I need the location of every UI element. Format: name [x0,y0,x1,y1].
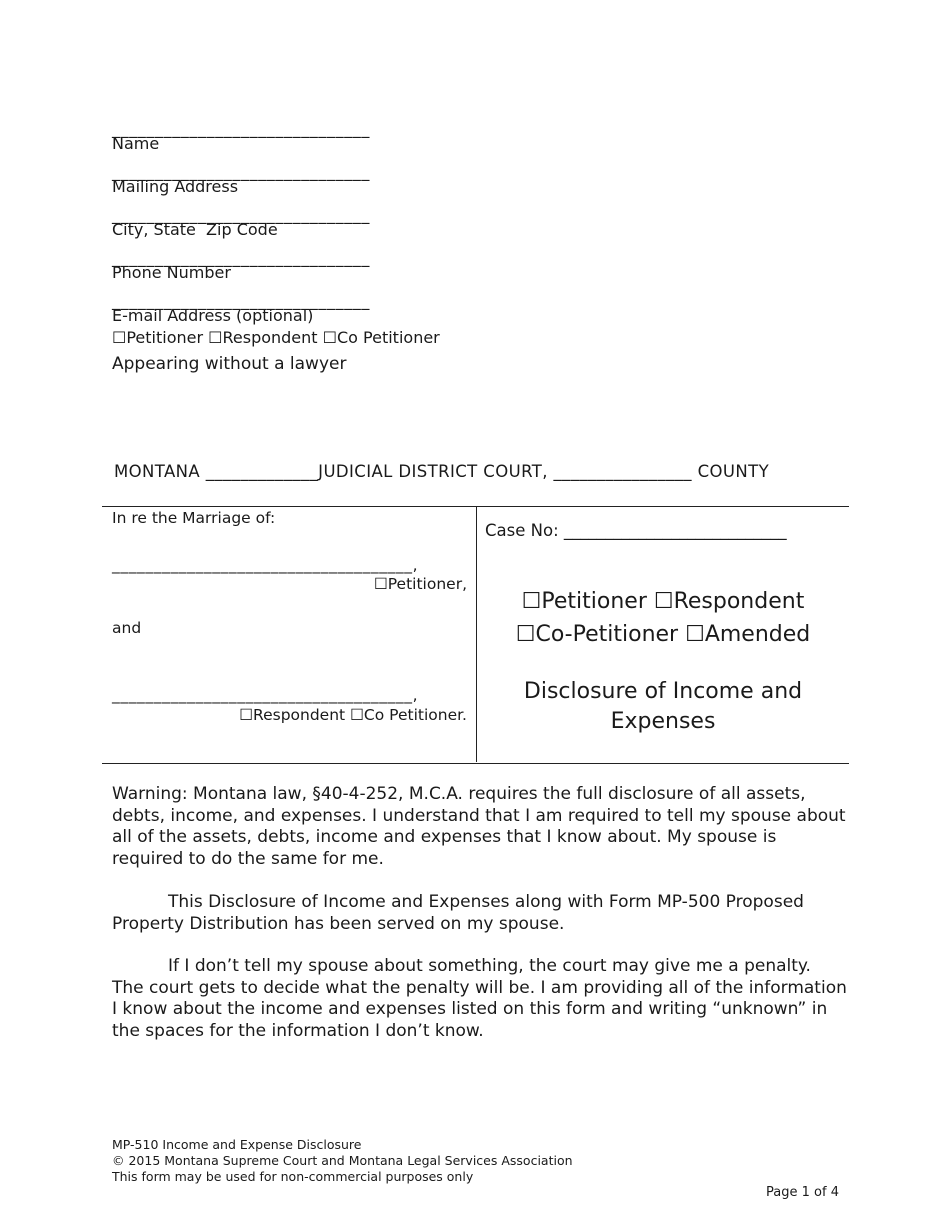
page-number: Page 1 of 4 [766,1185,839,1200]
email-label: E-mail Address (optional) [112,306,314,325]
warning-paragraph: Warning: Montana law, §40-4-252, M.C.A. requires the full disclosure of all assets, debts, income, and expenses. I understand that I am required to tell my spouse about all of the assets, debts, income and expenses that I know about. My spouse is required to do the same for me. [112,784,846,869]
appearing-without-lawyer: Appearing without a lawyer [112,354,347,374]
court-heading: MONTANA _____________JUDICIAL DISTRICT COURT, ________________ COUNTY [114,462,770,481]
party1-name-blank[interactable]: ____________________________________, [112,556,419,574]
filer-roles-line2[interactable]: ☐Co-Petitioner ☐Amended [515,622,811,647]
name-blank[interactable]: ______________________________ [112,119,370,138]
footer-usage: This form may be used for non-commercial purposes only [112,1169,474,1184]
filer-roles-line1[interactable]: ☐Petitioner ☐Respondent [521,589,805,614]
email-blank[interactable]: ______________________________ [112,291,370,310]
phone-blank[interactable]: ______________________________ [112,248,370,267]
penalty-paragraph: If I don’t tell my spouse about something, the court may give me a penalty. The court gets to decide what the penalty will be. I am providing all of the information I know about the income and expenses listed on this form and writing “unknown” in the spaces for the information I don’t know. [112,956,847,1041]
phone-label: Phone Number [112,263,231,282]
and-label: and [112,619,142,637]
in-re-marriage-label: In re the Marriage of: [112,509,276,527]
city-state-zip-label: City, State Zip Code [112,220,278,239]
mailing-address-blank[interactable]: ______________________________ [112,162,370,181]
party2-name-blank[interactable]: ____________________________________, [112,686,419,704]
party2-role-checkboxes[interactable]: ☐Respondent ☐Co Petitioner. [239,706,467,724]
footer-form-id: MP-510 Income and Expense Disclosure [112,1137,362,1152]
name-label: Name [112,134,160,153]
document-title: Disclosure of Income and Expenses [523,679,803,734]
party1-role-checkbox[interactable]: ☐Petitioner, [373,575,467,593]
filer-role-checkboxes[interactable]: ☐Petitioner ☐Respondent ☐Co Petitioner [112,328,440,347]
footer-copyright: © 2015 Montana Supreme Court and Montana Legal Services Association [112,1153,573,1168]
service-paragraph: This Disclosure of Income and Expenses along with Form MP-500 Proposed Property Distribution has been served on my spouse. [112,892,804,934]
city-state-zip-blank[interactable]: ______________________________ [112,205,370,224]
mailing-address-label: Mailing Address [112,177,239,196]
case-number-field[interactable]: Case No: ___________________________ [485,521,787,540]
